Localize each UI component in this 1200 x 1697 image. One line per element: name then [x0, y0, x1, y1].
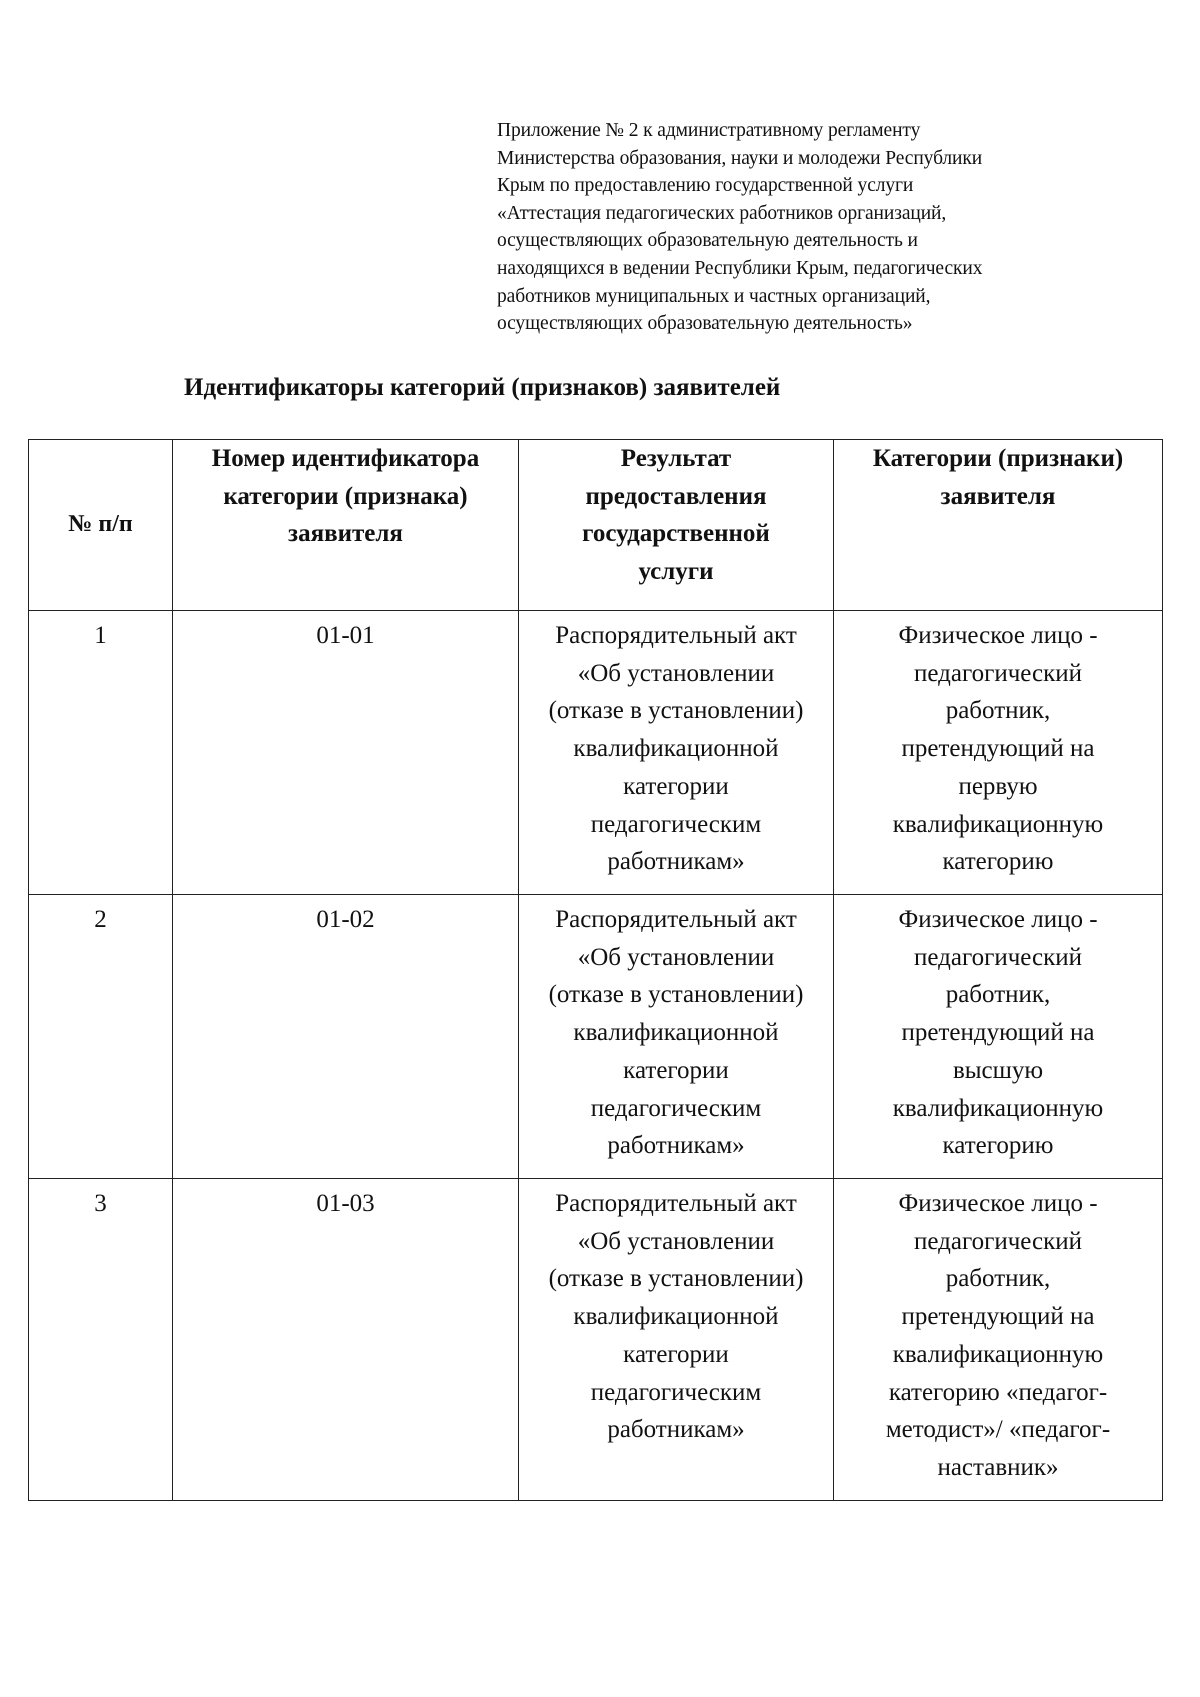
cell-line: категории — [623, 772, 729, 800]
header-line: Номер идентификатора — [211, 445, 480, 472]
cell-line: (отказе в установлении) — [548, 981, 804, 1009]
cell-line: категорию — [942, 1132, 1054, 1160]
appendix-line: Министерства образования, науки и молодежи Республики — [497, 147, 983, 169]
cell-line: «Об установлении — [577, 943, 775, 971]
cell-line: методист»/ «педагог- — [885, 1416, 1111, 1444]
header-number — [29, 440, 173, 611]
cell-line: квалификационной — [573, 735, 779, 763]
cell-result — [519, 895, 834, 1179]
cell-identifier: 01-02 — [173, 895, 519, 1179]
cell-line: «Об установлении — [577, 659, 775, 687]
cell-line: педагогический — [913, 1227, 1083, 1255]
cell-number: 1 — [29, 611, 173, 895]
cell-line: претендующий на — [901, 735, 1095, 763]
cell-result — [519, 611, 834, 895]
cell-line: квалификационную — [892, 1094, 1104, 1122]
cell-line: Распорядительный акт — [555, 906, 797, 933]
header-line: Категории (признаки) — [872, 445, 1124, 472]
cell-line: педагогический — [913, 943, 1083, 971]
cell-line: Физическое лицо - — [898, 1190, 1098, 1217]
cell-line: категории — [623, 1056, 729, 1084]
cell-line: (отказе в установлении) — [548, 1265, 804, 1293]
cell-line: квалификационной — [573, 1019, 779, 1047]
cell-line: претендующий на — [901, 1303, 1095, 1331]
cell-line: высшую — [952, 1056, 1044, 1084]
cell-identifier: 01-01 — [173, 611, 519, 895]
header-line: Результат — [620, 445, 732, 472]
cell-number: 3 — [29, 1179, 173, 1501]
cell-line: педагогический — [913, 659, 1083, 687]
cell-line: работникам» — [607, 1132, 745, 1160]
cell-line: педагогическим — [590, 1094, 762, 1122]
cell-line: «Об установлении — [577, 1227, 775, 1255]
cell-line: педагогическим — [590, 810, 762, 838]
header-line: предоставления — [585, 482, 767, 510]
cell-line: претендующий на — [901, 1019, 1095, 1047]
header-line: заявителя — [288, 520, 403, 548]
appendix-line: осуществляющих образовательную деятельность и — [497, 230, 918, 252]
header-result — [519, 440, 834, 611]
cell-line: Физическое лицо - — [898, 622, 1098, 649]
document-title: Идентификаторы категорий (признаков) заявителей — [184, 374, 781, 401]
appendix-line: Приложение № 2 к административному регламенту — [497, 120, 921, 141]
cell-category — [834, 895, 1163, 1179]
header-line: № п/п — [68, 511, 133, 538]
cell-line: категорию — [942, 848, 1054, 876]
header-category — [834, 440, 1163, 611]
cell-line: наставник» — [937, 1453, 1059, 1481]
cell-line: работникам» — [607, 848, 745, 876]
header-line: заявителя — [940, 482, 1056, 510]
table-row — [29, 1179, 1163, 1501]
appendix-line: осуществляющих образовательную деятельность» — [497, 313, 913, 335]
cell-category — [834, 1179, 1163, 1501]
header-line: категории (признака) — [223, 482, 468, 510]
cell-line: Физическое лицо - — [898, 906, 1098, 933]
cell-line: категорию «педагог- — [888, 1378, 1108, 1406]
cell-line: педагогическим — [590, 1378, 762, 1406]
cell-line: квалификационную — [892, 810, 1104, 838]
cell-line: работник, — [945, 697, 1051, 725]
header-line: услуги — [638, 558, 714, 586]
table-row — [29, 895, 1163, 1179]
cell-line: категории — [623, 1340, 729, 1368]
cell-line: квалификационной — [573, 1303, 779, 1331]
header-line: государственной — [582, 520, 770, 548]
cell-line: квалификационную — [892, 1340, 1104, 1368]
cell-line: Распорядительный акт — [555, 1190, 797, 1217]
table-header-row — [29, 440, 1163, 611]
cell-line: Распорядительный акт — [555, 622, 797, 649]
identifiers-table — [28, 439, 1163, 1501]
cell-line: работник, — [945, 1265, 1051, 1293]
cell-line: работник, — [945, 981, 1051, 1009]
header-identifier — [173, 440, 519, 611]
cell-category — [834, 611, 1163, 895]
cell-number: 2 — [29, 895, 173, 1179]
cell-line: (отказе в установлении) — [548, 697, 804, 725]
appendix-line: находящихся в ведении Республики Крым, педагогических — [497, 257, 983, 279]
cell-identifier: 01-03 — [173, 1179, 519, 1501]
cell-line: первую — [958, 772, 1038, 800]
cell-line: работникам» — [607, 1416, 745, 1444]
appendix-line: Крым по предоставлению государственной услуги — [497, 175, 914, 197]
appendix-line: работников муниципальных и частных организаций, — [497, 285, 931, 307]
appendix-line: «Аттестация педагогических работников организаций, — [497, 202, 947, 224]
cell-result — [519, 1179, 834, 1501]
table-row — [29, 611, 1163, 895]
appendix-note — [497, 117, 1137, 338]
